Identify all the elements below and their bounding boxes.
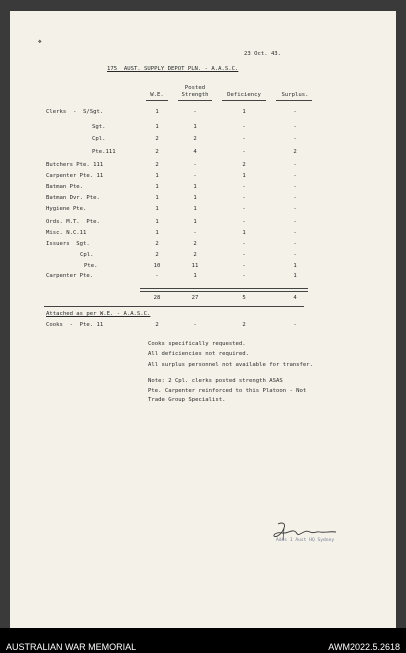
row-label: Batman Pte. xyxy=(46,184,84,190)
row-label: Ords. M.T. Pte. xyxy=(46,219,100,225)
row-cell-def: - xyxy=(242,263,246,269)
row-label: Batman Dvr. Pte. xyxy=(46,195,100,201)
section-divider xyxy=(44,306,304,307)
row-cell-sur: - xyxy=(293,230,297,236)
row-cell-def: 1 xyxy=(242,230,246,236)
row-cell-posted: 1 xyxy=(193,206,197,212)
row-cell-def: - xyxy=(242,252,246,258)
punch-hole-mark: ❖ xyxy=(38,38,42,45)
total-surplus: 4 xyxy=(293,295,297,301)
remark-2: All deficiencies not required. xyxy=(148,351,250,357)
row-cell-we: 10 xyxy=(153,263,161,269)
row-cell-posted: 1 xyxy=(193,273,197,279)
row-cell-posted: 2 xyxy=(193,136,197,142)
row-cell-we: 2 xyxy=(155,252,159,258)
row-cell-def: - xyxy=(242,195,246,201)
row-cell-posted: - xyxy=(193,173,197,179)
row-cell-posted: - xyxy=(193,109,197,115)
attached-we: 2 xyxy=(155,322,159,328)
row-cell-def: - xyxy=(242,241,246,247)
document-date: 23 Oct. 43. xyxy=(244,51,282,57)
row-label: Pte.111 xyxy=(92,149,116,155)
attached-heading: Attached as per W.E. - A.A.S.C. xyxy=(46,311,151,317)
document-title: 175 AUST. SUPPLY DEPOT PLN. - A.A.S.C. xyxy=(107,66,239,72)
attached-posted: - xyxy=(193,322,197,328)
row-cell-posted: 1 xyxy=(193,219,197,225)
row-cell-we: 1 xyxy=(155,173,159,179)
row-cell-sur: - xyxy=(293,241,297,247)
row-cell-posted: 4 xyxy=(193,149,197,155)
row-cell-sur: 1 xyxy=(293,273,297,279)
row-cell-posted: 11 xyxy=(191,263,199,269)
row-cell-sur: - xyxy=(293,184,297,190)
row-cell-we: 2 xyxy=(155,149,159,155)
footer-accession-number: AWM2022.5.2618 xyxy=(328,642,400,652)
row-cell-def: - xyxy=(242,273,246,279)
row-cell-we: 1 xyxy=(155,206,159,212)
row-cell-sur: 2 xyxy=(293,149,297,155)
row-cell-sur: - xyxy=(293,173,297,179)
row-cell-def: - xyxy=(242,206,246,212)
row-cell-sur: 1 xyxy=(293,263,297,269)
col-header-surplus-underline xyxy=(276,100,312,101)
totals-rule xyxy=(140,288,308,292)
row-cell-posted: - xyxy=(193,230,197,236)
row-label: Hygiene Pte. xyxy=(46,206,87,212)
row-cell-def: - xyxy=(242,136,246,142)
row-cell-def: - xyxy=(242,149,246,155)
row-cell-sur: - xyxy=(293,162,297,168)
row-cell-sur: - xyxy=(293,219,297,225)
row-cell-posted: 2 xyxy=(193,241,197,247)
note-line-1: Note: 2 Cpl. clerks posted strength ASAS xyxy=(148,378,283,384)
row-cell-posted: 1 xyxy=(193,124,197,130)
footer-institution: AUSTRALIAN WAR MEMORIAL xyxy=(6,642,137,652)
row-cell-def: 1 xyxy=(242,109,246,115)
row-label: Misc. N.C.11 xyxy=(46,230,87,236)
row-cell-def: - xyxy=(242,219,246,225)
row-cell-we: 2 xyxy=(155,136,159,142)
row-cell-we: 1 xyxy=(155,230,159,236)
row-label: Cpl. xyxy=(80,252,94,258)
row-cell-we: 2 xyxy=(155,162,159,168)
total-deficiency: 5 xyxy=(242,295,246,301)
row-cell-we: 1 xyxy=(155,219,159,225)
row-label: Carpenter Pte. 11 xyxy=(46,173,104,179)
col-header-surplus: Surplus. xyxy=(281,92,309,98)
row-cell-we: 1 xyxy=(155,184,159,190)
row-cell-def: - xyxy=(242,184,246,190)
row-label: Issuers Sgt. xyxy=(46,241,90,247)
row-cell-sur: - xyxy=(293,109,297,115)
row-cell-sur: - xyxy=(293,206,297,212)
archive-footer xyxy=(0,628,406,653)
row-label: Butchers Pte. 111 xyxy=(46,162,104,168)
row-cell-sur: - xyxy=(293,136,297,142)
row-cell-we: 1 xyxy=(155,195,159,201)
row-cell-def: 1 xyxy=(242,173,246,179)
remark-3: All surplus personnel not available for transfer. xyxy=(148,362,314,368)
total-we: 28 xyxy=(153,295,161,301)
row-cell-posted: 1 xyxy=(193,184,197,190)
row-label: Carpenter Pte. xyxy=(46,273,94,279)
attached-surplus: - xyxy=(293,322,297,328)
row-label: Cpl. xyxy=(92,136,106,142)
row-label: Clerks - S/Sgt. xyxy=(46,109,104,115)
receipt-stamp: Adds 1 Aust HQ Sydney xyxy=(276,538,335,543)
row-cell-we: 2 xyxy=(155,241,159,247)
col-header-posted: Posted Strength xyxy=(181,85,209,98)
col-header-posted-underline xyxy=(178,100,212,101)
col-header-deficiency-underline xyxy=(222,100,266,101)
col-header-deficiency: Deficiency xyxy=(227,92,261,98)
col-header-we: W.E. xyxy=(150,92,164,98)
row-cell-we: - xyxy=(155,273,159,279)
row-cell-we: 1 xyxy=(155,109,159,115)
row-cell-posted: - xyxy=(193,162,197,168)
note-line-3: Trade Group Specialist. xyxy=(148,397,226,403)
row-cell-def: - xyxy=(242,124,246,130)
total-posted: 27 xyxy=(191,295,199,301)
attached-deficiency: 2 xyxy=(242,322,246,328)
row-cell-we: 1 xyxy=(155,124,159,130)
row-cell-def: 2 xyxy=(242,162,246,168)
row-label: Sgt. xyxy=(92,124,106,130)
row-cell-posted: 2 xyxy=(193,252,197,258)
col-header-we-underline xyxy=(146,100,168,101)
row-cell-sur: - xyxy=(293,252,297,258)
row-label: Pte. xyxy=(84,263,98,269)
row-cell-posted: 1 xyxy=(193,195,197,201)
row-cell-sur: - xyxy=(293,124,297,130)
row-cell-sur: - xyxy=(293,195,297,201)
note-line-2: Pte. Carpenter reinforced to this Platoon - Not xyxy=(148,388,307,394)
attached-row-label: Cooks - Pte. 11 xyxy=(46,322,104,328)
remark-1: Cooks specifically requested. xyxy=(148,341,246,347)
